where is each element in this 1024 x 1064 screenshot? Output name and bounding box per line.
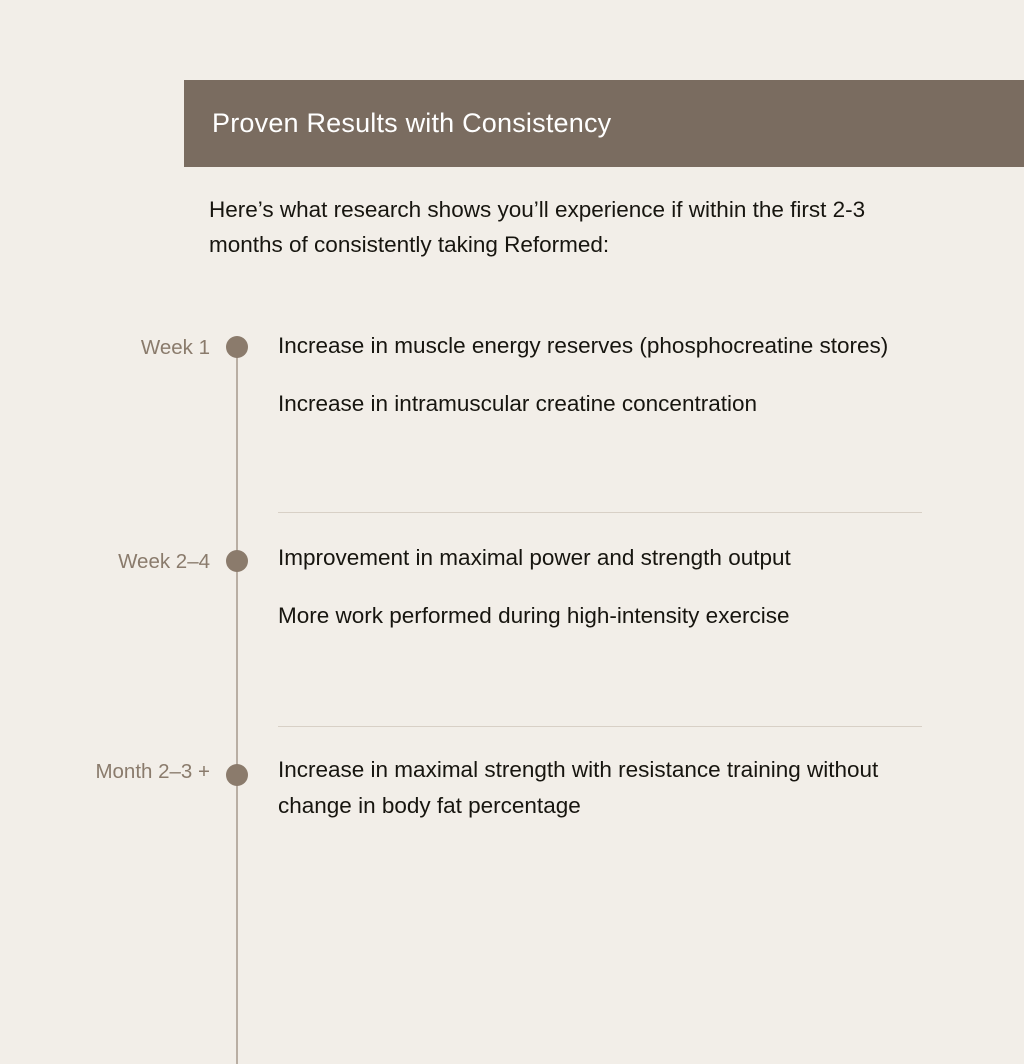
timeline-item: Increase in muscle energy reserves (phosphocreatine stores) (278, 333, 889, 358)
timeline-stage (0, 328, 1024, 421)
page-title: Proven Results with Consistency (212, 108, 612, 138)
timeline-item: Improvement in maximal power and strength output (278, 545, 791, 570)
section-divider (278, 512, 922, 513)
timeline-axis (236, 340, 238, 1064)
timeline-stage-label: Week 2–4 (118, 550, 210, 573)
timeline-item-list (278, 752, 924, 823)
intro-paragraph: Here’s what research shows you’ll experience if within the first 2-3 months of consistently taking Reformed: (209, 197, 866, 257)
timeline-stage-label: Week 1 (140, 336, 210, 359)
timeline-stage (0, 540, 1024, 633)
header-banner (184, 80, 1024, 167)
timeline-item-list (278, 540, 924, 633)
timeline-item: More work performed during high-intensity exercise (278, 602, 790, 628)
section-divider (278, 726, 922, 727)
timeline-item: Increase in intramuscular creatine concentration (278, 390, 757, 416)
timeline-stage-label: Month 2–3 + (95, 760, 210, 783)
timeline-stage (0, 752, 1024, 823)
timeline-item: Increase in maximal strength with resistance training without change in body fat percentage (278, 757, 879, 818)
timeline-item-list (278, 328, 924, 421)
